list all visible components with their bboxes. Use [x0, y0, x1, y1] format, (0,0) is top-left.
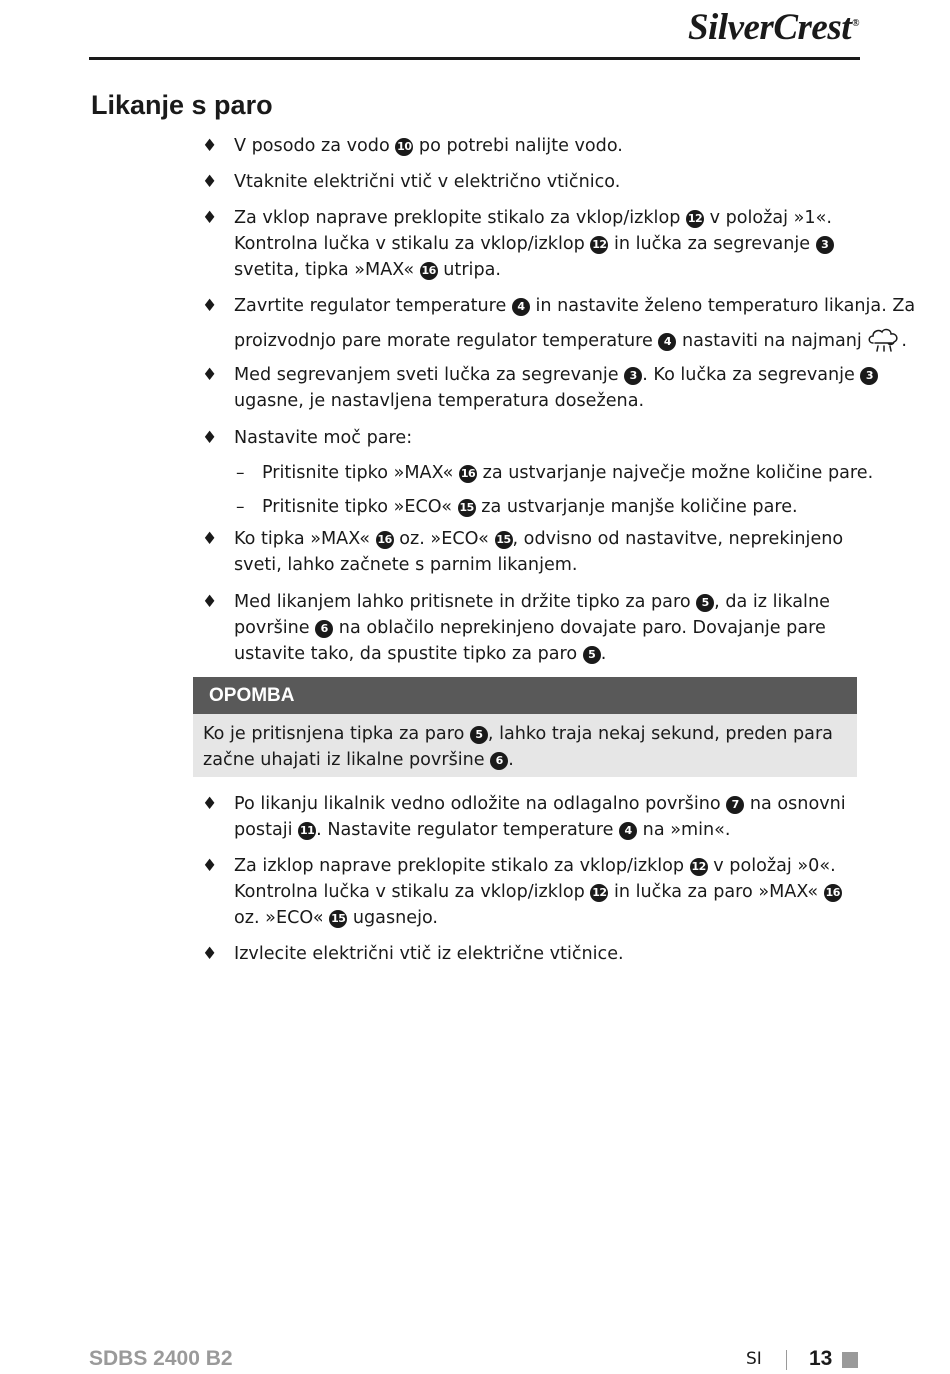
step-text: [234, 791, 846, 843]
note-heading: OPOMBA: [193, 677, 857, 714]
text-run: Pritisnite tipko »MAX«: [262, 463, 460, 483]
registered-mark: ®: [852, 17, 859, 29]
step-text: [234, 205, 834, 283]
text-run: V posodo za vodo: [234, 136, 396, 156]
callout-number: 4: [619, 822, 637, 840]
step-text: [234, 853, 842, 931]
text-run: Pritisnite tipko »ECO«: [262, 497, 458, 517]
steam-icon: [867, 326, 901, 354]
text-run: ustavite tako, da spustite tipko za paro: [234, 644, 583, 664]
text-line: [262, 494, 798, 520]
callout-number: 12: [690, 858, 708, 876]
text-run: oz. »ECO«: [234, 908, 330, 928]
text-line: [234, 169, 620, 195]
sub-step-text: [262, 460, 873, 486]
text-run: in lučka za segrevanje: [608, 234, 816, 254]
dash-marker: –: [236, 497, 245, 517]
bullet-marker: ♦: [202, 296, 218, 316]
text-run: . Nastavite regulator temperature: [316, 820, 620, 840]
text-run: utripa.: [437, 260, 501, 280]
callout-number: 5: [696, 594, 714, 612]
callout-number: 10: [395, 138, 413, 156]
text-line: [234, 641, 830, 667]
text-run: postaji: [234, 820, 299, 840]
callout-number: 16: [420, 262, 438, 280]
text-line: [234, 257, 834, 283]
text-line: [234, 231, 834, 257]
text-line: [234, 293, 915, 326]
text-run: v položaj »0«.: [707, 856, 836, 876]
text-line: [234, 817, 846, 843]
bullet-marker: ♦: [202, 428, 218, 448]
text-run: in lučka za paro »MAX«: [608, 882, 824, 902]
text-run: za ustvarjanje manjše količine pare.: [475, 497, 798, 517]
callout-number: 3: [860, 367, 878, 385]
bullet-marker: ♦: [202, 208, 218, 228]
footer-model: SDBS 2400 B2: [89, 1347, 233, 1370]
text-line: [234, 388, 878, 414]
callout-number: 12: [590, 236, 608, 254]
callout-number: 3: [816, 236, 834, 254]
note-line: [203, 721, 833, 747]
text-run: .: [901, 331, 907, 351]
text-line: [234, 326, 915, 356]
text-run: Zavrtite regulator temperature: [234, 296, 512, 316]
callout-number: 6: [315, 620, 333, 638]
bullet-marker: ♦: [202, 365, 218, 385]
text-run: površine: [234, 618, 316, 638]
bullet-marker: ♦: [202, 794, 218, 814]
text-run: , odvisno od nastavitve, neprekinjeno: [512, 529, 844, 549]
sub-step-text: [262, 494, 798, 520]
text-line: [234, 362, 878, 388]
callout-number: 3: [624, 367, 642, 385]
text-run: Za izklop naprave preklopite stikalo za vklop/izklop: [234, 856, 690, 876]
text-run: svetita, tipka »MAX«: [234, 260, 420, 280]
step-text: [234, 941, 624, 967]
brand-name: SilverCrest: [687, 7, 852, 48]
text-run: nastaviti na najmanj: [676, 331, 868, 351]
brand-logo: [688, 6, 859, 49]
text-run: Kontrolna lučka v stikalu za vklop/izklop: [234, 882, 591, 902]
callout-number: 5: [583, 646, 601, 664]
dash-marker: –: [236, 463, 245, 483]
text-line: [234, 205, 834, 231]
text-run: na »min«.: [637, 820, 731, 840]
text-run: Za vklop naprave preklopite stikalo za vklop/izklop: [234, 208, 686, 228]
step-text: [234, 425, 412, 451]
callout-number: 6: [490, 752, 508, 770]
callout-number: 4: [658, 333, 676, 351]
step-text: [234, 133, 623, 159]
text-run: Nastavite moč pare:: [234, 428, 413, 448]
bullet-marker: ♦: [202, 529, 218, 549]
text-run: Ko je pritisnjena tipka za paro: [203, 724, 470, 744]
text-line: [234, 425, 412, 451]
text-run: za ustvarjanje največje možne količine pare.: [477, 463, 874, 483]
step-text: [234, 589, 830, 667]
footer-divider: [786, 1350, 787, 1370]
page-number: 13: [809, 1347, 833, 1370]
text-run: Med likanjem lahko pritisnete in držite tipko za paro: [234, 592, 697, 612]
text-run: na osnovni: [744, 794, 846, 814]
text-run: .: [508, 750, 514, 770]
text-run: v položaj »1«.: [703, 208, 832, 228]
step-text: [234, 526, 843, 578]
note-box: [193, 677, 857, 777]
footer-square-icon: [842, 1352, 858, 1368]
step-text: [234, 362, 878, 414]
text-line: [234, 853, 842, 879]
text-run: po potrebi nalijte vodo.: [413, 136, 623, 156]
text-line: [234, 905, 842, 931]
bullet-marker: ♦: [202, 172, 218, 192]
text-run: , lahko traja nekaj sekund, preden para: [487, 724, 833, 744]
text-line: [234, 133, 623, 159]
text-run: , da iz likalne: [714, 592, 830, 612]
callout-number: 7: [726, 796, 744, 814]
text-run: .: [600, 644, 607, 664]
callout-number: 16: [824, 884, 842, 902]
text-line: [234, 791, 846, 817]
callout-number: 16: [459, 465, 477, 483]
callout-number: 15: [458, 499, 476, 517]
callout-number: 15: [329, 910, 347, 928]
text-line: [234, 941, 624, 967]
text-run: Med segrevanjem sveti lučka za segrevanje: [234, 365, 625, 385]
text-run: Izvlecite električni vtič iz električne vtičnice.: [234, 944, 624, 964]
note-line: [203, 747, 833, 773]
text-run: sveti, lahko začnete s parnim likanjem.: [234, 555, 578, 575]
text-run: Vtaknite električni vtič v električno vtičnico.: [234, 172, 621, 192]
step-text: [234, 293, 915, 356]
text-line: [234, 615, 830, 641]
section-title: Likanje s paro: [91, 90, 273, 120]
callout-number: 12: [590, 884, 608, 902]
text-run: in nastavite želeno temperaturo likanja. Za: [529, 296, 916, 316]
bullet-marker: ♦: [202, 592, 218, 612]
text-run: Ko tipka »MAX«: [234, 529, 376, 549]
bullet-marker: ♦: [202, 136, 218, 156]
text-line: [234, 552, 843, 578]
text-run: na oblačilo neprekinjeno dovajate paro. Dovajanje pare: [333, 618, 826, 638]
bullet-marker: ♦: [202, 944, 218, 964]
callout-number: 16: [376, 531, 394, 549]
text-run: začne uhajati iz likalne površine: [203, 750, 491, 770]
note-text: [203, 721, 833, 773]
text-run: Po likanju likalnik vedno odložite na odlagalno površino: [234, 794, 727, 814]
bullet-marker: ♦: [202, 856, 218, 876]
header-rule: [89, 57, 860, 60]
callout-number: 11: [298, 822, 316, 840]
text-line: [234, 879, 842, 905]
callout-number: 15: [495, 531, 513, 549]
text-line: [262, 460, 873, 486]
text-run: Kontrolna lučka v stikalu za vklop/izklop: [234, 234, 591, 254]
footer-language: SI: [746, 1349, 762, 1369]
callout-number: 12: [686, 210, 704, 228]
text-line: [234, 589, 830, 615]
text-run: oz. »ECO«: [393, 529, 495, 549]
text-run: ugasnejo.: [347, 908, 439, 928]
text-run: ugasne, je nastavljena temperatura dosežena.: [234, 391, 645, 411]
text-run: proizvodnjo pare morate regulator temperature: [234, 331, 659, 351]
text-line: [234, 526, 843, 552]
step-text: [234, 169, 620, 195]
text-run: . Ko lučka za segrevanje: [642, 365, 861, 385]
callout-number: 5: [470, 726, 488, 744]
callout-number: 4: [512, 298, 530, 316]
